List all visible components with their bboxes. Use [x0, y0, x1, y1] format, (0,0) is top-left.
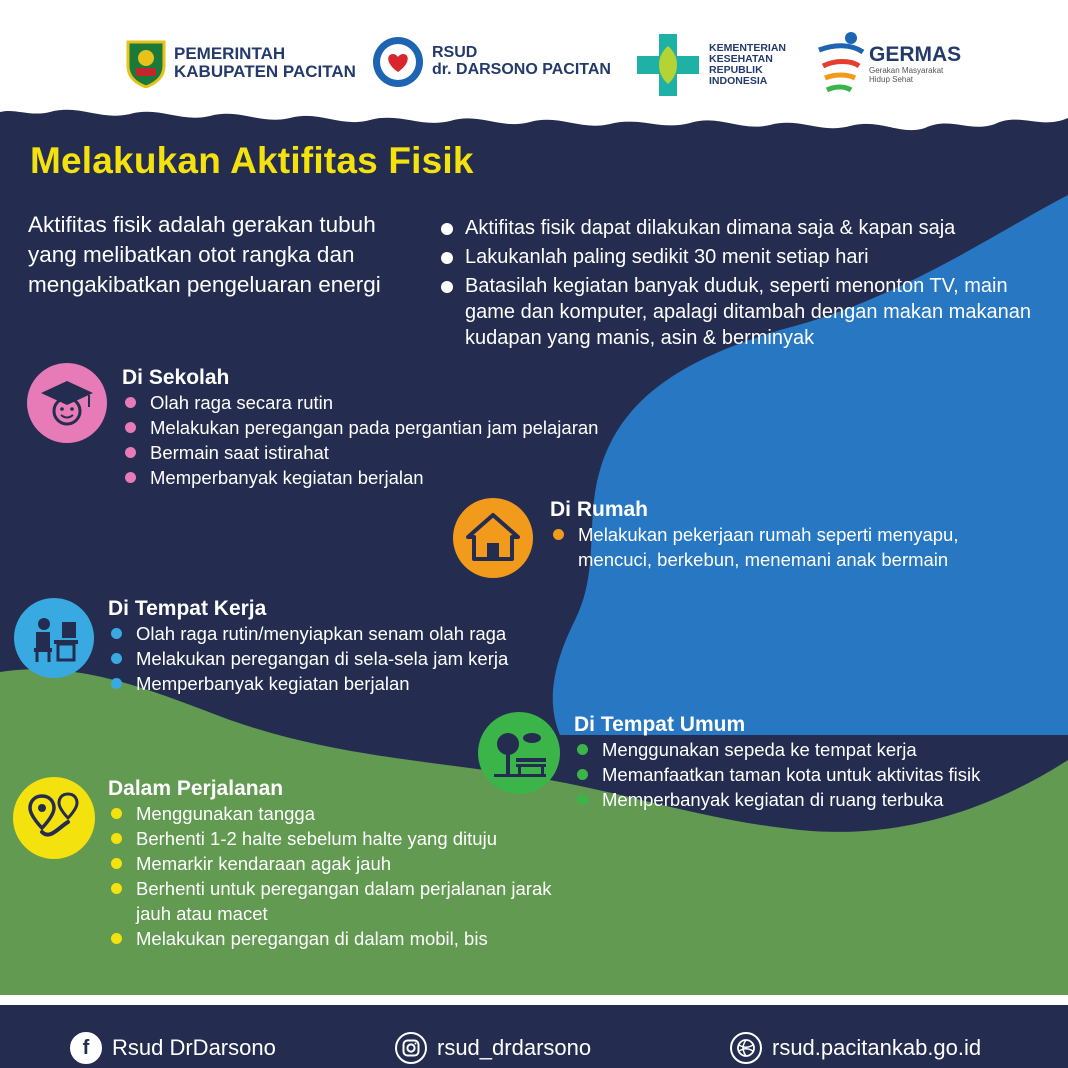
list-item: Memarkir kendaraan agak jauh: [108, 851, 578, 876]
section-umum-title: Di Tempat Umum: [574, 713, 746, 736]
logo-kemenkes: [635, 32, 786, 98]
list-item: Bermain saat istirahat: [122, 440, 598, 465]
website-url: rsud.pacitankab.go.id: [772, 1035, 982, 1060]
logo-pemkab: [124, 38, 356, 88]
logo-kemenkes-line3: REPUBLIK: [709, 64, 763, 76]
section-kerja-title: Di Tempat Kerja: [108, 597, 267, 620]
page-title: Melakukan Aktifitas Fisik: [30, 140, 474, 181]
section-umum-list: [574, 737, 980, 812]
school-icon: [27, 363, 107, 443]
route-pin-icon: [13, 777, 95, 859]
section-rumah-title: Di Rumah: [550, 498, 649, 521]
list-item: Melakukan peregangan di sela-sela jam kerja: [108, 646, 508, 671]
list-item: Menggunakan tangga: [108, 801, 578, 826]
section-perjalanan: [108, 777, 578, 951]
list-item: Olah raga rutin/menyiapkan senam olah raga: [108, 621, 508, 646]
logo-rsud: [372, 36, 611, 88]
list-item: Berhenti 1-2 halte sebelum halte yang dituju: [108, 826, 578, 851]
key-point: Batasilah kegiatan banyak duduk, seperti menonton TV, main game dan komputer, apalagi ditambah dengan makan makanan kudapan yang manis, asin & berminyak: [440, 273, 1050, 351]
globe-icon: [730, 1032, 762, 1064]
section-sekolah: [122, 366, 598, 490]
key-point: Lakukanlah paling sedikit 30 menit setiap hari: [440, 244, 1050, 270]
logo-pemkab-line2: KABUPATEN PACITAN: [174, 62, 356, 81]
logo-germas: [815, 30, 961, 98]
office-worker-icon: [14, 598, 94, 678]
list-item: Melakukan peregangan di dalam mobil, bis: [108, 926, 578, 951]
section-perjalanan-list: [108, 801, 578, 951]
list-item: Melakukan pekerjaan rumah seperti menyapu, mencuci, berkebun, menemani anak bermain: [550, 522, 1030, 572]
instagram-handle: rsud_drdarsono: [437, 1035, 592, 1060]
key-points: [440, 215, 1050, 354]
list-item: Memperbanyak kegiatan berjalan: [108, 671, 508, 696]
section-sekolah-list: [122, 390, 598, 490]
house-icon: [453, 498, 533, 578]
germas-figure-icon: [815, 30, 867, 98]
logo-kemenkes-line4: INDONESIA: [709, 75, 768, 88]
list-item: Memperbanyak kegiatan berjalan: [122, 465, 598, 490]
logo-pemkab-line1: PEMERINTAH: [174, 44, 286, 64]
rsud-emblem-icon: [372, 36, 424, 88]
logo-germas-line2: Hidup Sehat: [869, 75, 914, 85]
section-kerja: [108, 597, 508, 696]
footer-website[interactable]: [730, 1032, 981, 1064]
instagram-icon: [395, 1032, 427, 1064]
facebook-icon: f: [70, 1032, 102, 1064]
section-kerja-list: [108, 621, 508, 696]
logo-rsud-line1: RSUD: [432, 44, 478, 62]
logo-germas-title: GERMAS: [869, 42, 962, 66]
section-sekolah-title: Di Sekolah: [122, 366, 230, 389]
list-item: Melakukan peregangan pada pergantian jam pelajaran: [122, 415, 598, 440]
footer-facebook[interactable]: [70, 1032, 276, 1064]
kemenkes-cross-icon: [635, 32, 701, 98]
logo-kemenkes-line2: KESEHATAN: [709, 52, 773, 65]
section-rumah-list: [550, 522, 1030, 572]
facebook-handle: Rsud DrDarsono: [112, 1035, 276, 1060]
list-item: Menggunakan sepeda ke tempat kerja: [574, 737, 980, 762]
pacitan-crest-icon: [124, 38, 168, 88]
section-perjalanan-title: Dalam Perjalanan: [108, 777, 284, 800]
logo-kemenkes-line1: KEMENTERIAN: [709, 41, 787, 54]
list-item: Memanfaatkan taman kota untuk aktivitas fisik: [574, 762, 980, 787]
key-point: Aktifitas fisik dapat dilakukan dimana saja & kapan saja: [440, 215, 1050, 241]
section-umum: [574, 713, 980, 812]
list-item: Memperbanyak kegiatan di ruang terbuka: [574, 787, 980, 812]
intro-text: Aktifitas fisik adalah gerakan tubuh yang melibatkan otot rangka dan mengakibatkan pengeluaran energi: [28, 212, 381, 297]
section-rumah: [550, 498, 1030, 572]
logo-germas-line1: Gerakan Masyarakat: [869, 66, 944, 76]
footer-instagram[interactable]: [395, 1032, 591, 1064]
list-item: Berhenti untuk peregangan dalam perjalanan jarak jauh atau macet: [108, 876, 556, 926]
list-item: Olah raga secara rutin: [122, 390, 598, 415]
logo-rsud-line2: dr. DARSONO PACITAN: [432, 61, 611, 78]
